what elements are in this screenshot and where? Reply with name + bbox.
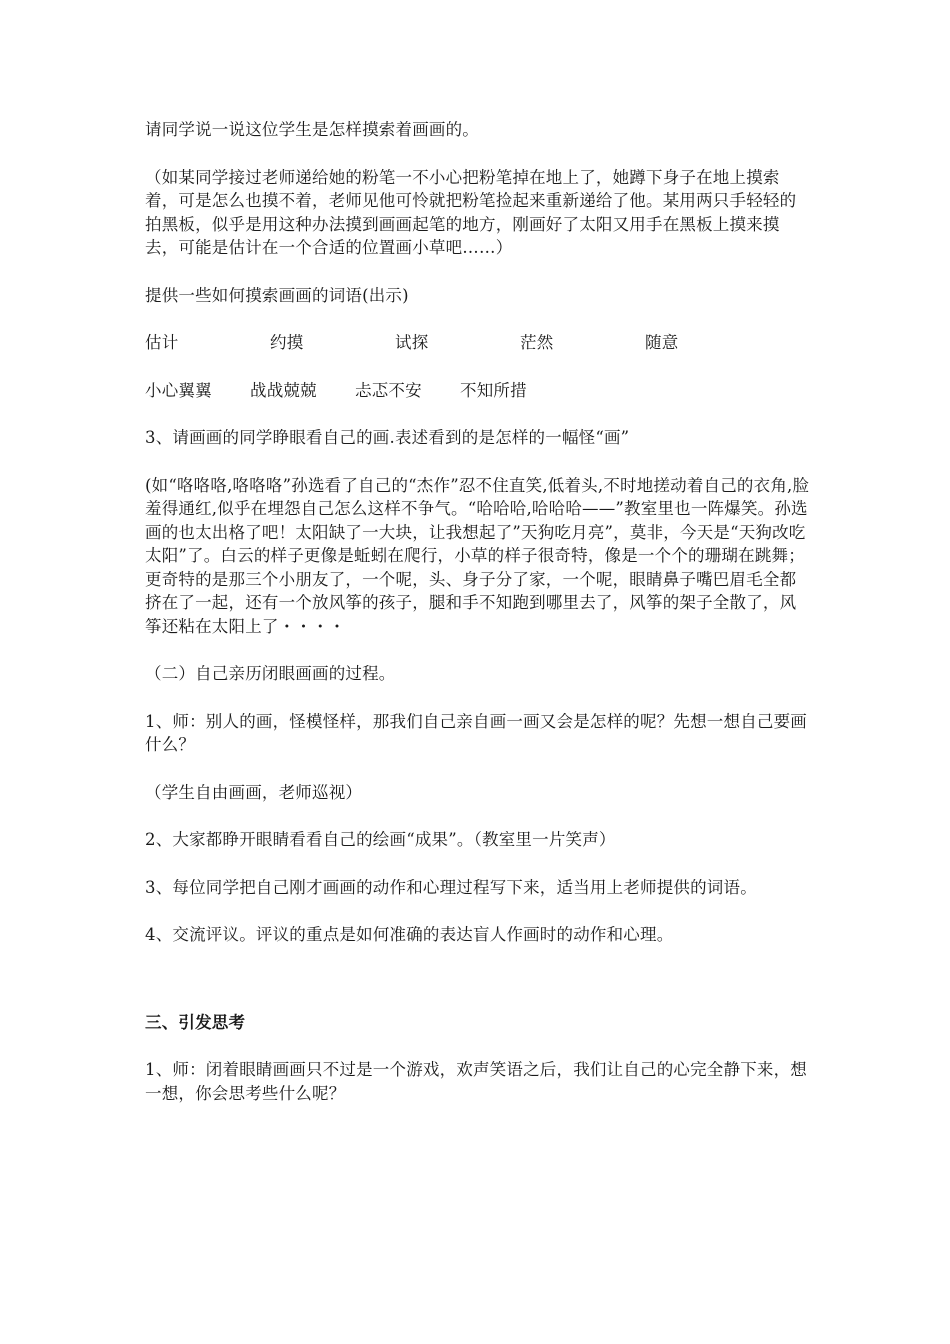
document-page <box>145 118 810 1105</box>
paragraph-intro: 请同学说一说这位学生是怎样摸索着画画的。 <box>145 120 479 139</box>
word-item: 随意 <box>645 333 679 352</box>
paragraph-example-2: (如“咯咯咯,咯咯咯”孙选看了自己的“杰作”忍不住直笑,低着头,不时地搓动着自己的衣角,脸羞得通红,似乎在埋怨自己怎么这样不争气。“哈哈哈,哈哈哈——”教室里也一阵爆笑。孙选画的也太出格了吧！太阳缺了一大块，让我想起了”天狗吃月亮”，莫非，今天是“天狗改吃太阳”了。白云的样子更像是蚯蚓在爬行，小草的样子很奇特，像是一个个的珊瑚在跳舞；更奇特的是那三个小朋友了，一个呢，头、身子分了家，一个呢，眼睛鼻子嘴巴眉毛全都挤在了一起，还有一个放风筝的孩子，腿和手不知跑到哪里去了，风筝的架子全散了，风筝还粘在太阳上了・・・・ <box>145 475 810 636</box>
word-item: 约摸 <box>270 333 304 352</box>
paragraph-step-2: 2、大家都睁开眼睛看看自己的绘画“成果”。（教室里一片笑声） <box>145 830 616 849</box>
paragraph-section-2: （二）自己亲历闭眼画画的过程。 <box>145 664 396 683</box>
word-item: 茫然 <box>520 333 554 352</box>
paragraph-teacher-2: 1、师：闭着眼睛画画只不过是一个游戏，欢声笑语之后，我们让自己的心完全静下来，想一想，你会思考些什么呢？ <box>145 1060 807 1103</box>
word-item: 战战兢兢 <box>250 380 317 400</box>
word-item: 忐忑不安 <box>355 380 422 400</box>
word-list-row-2 <box>145 379 810 403</box>
paragraph-step-3: 3、请画画的同学睁眼看自己的画.表述看到的是怎样的一幅怪“画” <box>145 428 630 447</box>
section-heading-3: 三、引发思考 <box>145 1012 246 1032</box>
word-list-row-1 <box>145 331 810 355</box>
paragraph-teacher-1: 1、师：别人的画，怪模怪样，那我们自己亲自画一画又会是怎样的呢？先想一想自己要画什么？ <box>145 711 807 754</box>
word-item: 不知所措 <box>460 380 527 400</box>
word-item: 试探 <box>395 333 429 352</box>
paragraph-free-draw: （学生自由画画，老师巡视） <box>145 782 363 802</box>
word-item: 小心翼翼 <box>145 380 212 400</box>
paragraph-step-3b: 3、每位同学把自己刚才画画的动作和心理过程写下来，适当用上老师提供的词语。 <box>145 877 757 897</box>
paragraph-example-1: （如某同学接过老师递给她的粉笔一不小心把粉笔掉在地上了，她蹲下身子在地上摸索着，可是怎么也摸不着，老师见他可怜就把粉笔捡起来重新递给了他。某用两只手轻轻的拍黑板，似乎是用这种办法摸到画画起笔的地方，刚画好了太阳又用手在黑板上摸来摸去，可能是估计在一个合适的位置画小草吧……） <box>145 167 797 257</box>
paragraph-step-4: 4、交流评议。评议的重点是如何准确的表达盲人作画时的动作和心理。 <box>145 925 674 944</box>
word-item: 估计 <box>145 333 179 352</box>
paragraph-word-prompt: 提供一些如何摸索画画的词语(出示) <box>145 285 409 305</box>
